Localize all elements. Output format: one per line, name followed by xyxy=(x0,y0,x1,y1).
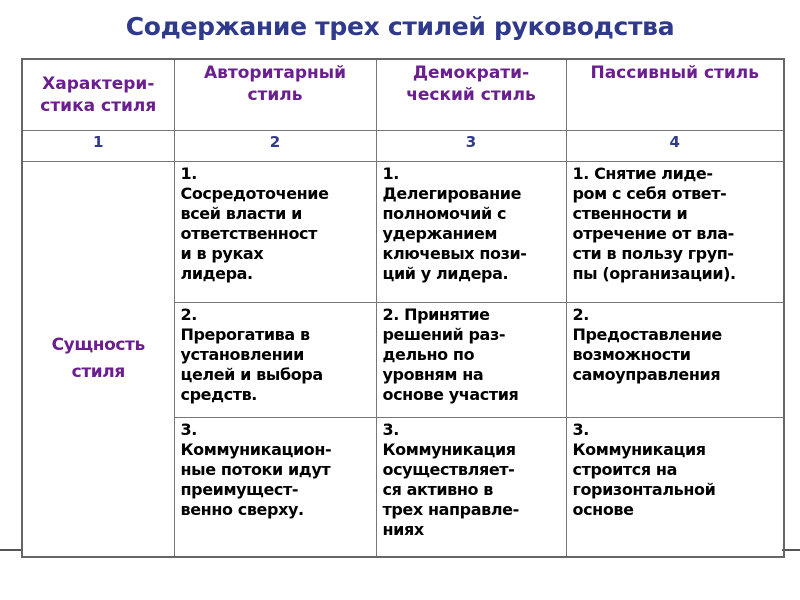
cell-democratic: 3. Коммуникация осуществляет- ся активно в трех направле- ниях xyxy=(376,418,566,558)
cell-passive: 1. Снятие лиде- ром с себя ответ- ственности и отречение от вла- сти в пользу груп- пы (организации). xyxy=(566,162,784,303)
cell-authoritarian: 2. Прерогатива в установлении целей и выбора средств. xyxy=(174,303,376,418)
column-number: 4 xyxy=(566,131,784,162)
cell-democratic: 1. Делегирование полномочий с удержанием ключевых пози- ций у лидера. xyxy=(376,162,566,303)
column-number: 3 xyxy=(376,131,566,162)
header-characteristic: Характери- стика стиля xyxy=(22,59,174,131)
leadership-styles-table xyxy=(21,58,785,558)
table-header-row xyxy=(22,59,784,131)
page-title: Содержание трех стилей руководства xyxy=(125,12,675,41)
column-number: 2 xyxy=(174,131,376,162)
cell-authoritarian: 1. Сосредоточение всей власти и ответственност и в руках лидера. xyxy=(174,162,376,303)
header-authoritarian: Авторитарный стиль xyxy=(174,59,376,131)
cell-authoritarian: 3. Коммуникацион- ные потоки идут преимущест- венно сверху. xyxy=(174,418,376,558)
table-row xyxy=(22,162,784,303)
cell-passive: 2. Предоставление возможности самоуправления xyxy=(566,303,784,418)
column-number-row xyxy=(22,131,784,162)
cell-passive: 3. Коммуникация строится на горизонтальной основе xyxy=(566,418,784,558)
left-divider-line xyxy=(0,549,22,551)
row-label-essence: Сущность стиля xyxy=(22,162,174,558)
cell-democratic: 2. Принятие решений раз- дельно по уровням на основе участия xyxy=(376,303,566,418)
column-number: 1 xyxy=(22,131,174,162)
header-democratic: Демократи- ческий стиль xyxy=(376,59,566,131)
header-passive: Пассивный стиль xyxy=(566,59,784,131)
